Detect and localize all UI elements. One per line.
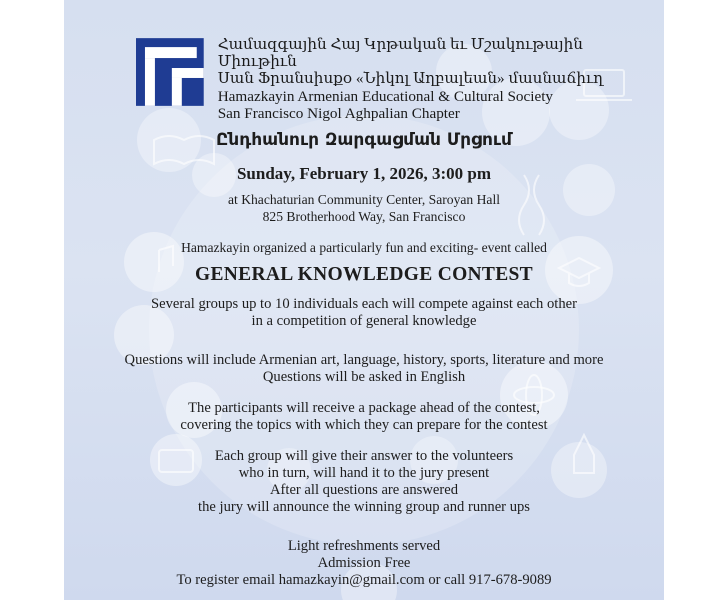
armenian-event-title: Ընդհանուր Զարգացման Մրցում (216, 130, 512, 150)
organization-name (218, 36, 664, 122)
paragraph-line: Questions will be asked in English (262, 369, 466, 385)
org-name-armenian-1: Համազգային Հայ Կրթական եւ Մշակութային Միութիւն (217, 36, 583, 71)
paragraph-line: who in turn, will hand it to the jury present (238, 465, 490, 481)
event-flyer (64, 0, 664, 600)
contest-title: GENERAL KNOWLEDGE CONTEST (195, 264, 533, 285)
org-logo (136, 38, 204, 106)
org-name-english-1: Hamazkayin Armenian Educational & Cultural Society (217, 87, 554, 105)
refreshments-note: Light refreshments served (287, 538, 441, 554)
event-venue (64, 192, 664, 225)
paragraph-competition (64, 296, 664, 330)
paragraph-line: covering the topics with which they can prepare for the contest (180, 417, 548, 433)
flyer-content (64, 126, 664, 589)
event-intro: Hamazkayin organized a particularly fun and exciting- event called (181, 240, 547, 255)
paragraph-jury (64, 448, 664, 516)
paragraph-line: After all questions are answered (269, 482, 459, 498)
paragraph-line: The participants will receive a package ahead of the contest, (188, 400, 540, 416)
paragraph-package (64, 400, 664, 434)
paragraph-line: Several groups up to 10 individuals each will compete against each other (151, 296, 577, 312)
paragraph-line: Each group will give their answer to the volunteers (214, 448, 514, 464)
venue-line: at Khachaturian Community Center, Saroyan Hall (227, 192, 500, 207)
event-date-time: Sunday, February 1, 2026, 3:00 pm (236, 164, 492, 183)
paragraph-line: Questions will include Armenian art, language, history, sports, literature and more (124, 352, 604, 368)
paragraph-questions (64, 352, 664, 386)
registration-contact: To register email hamazkayin@gmail.com or call 917-678-9089 (176, 572, 552, 588)
admission-note: Admission Free (317, 555, 411, 571)
org-name-english-2: San Francisco Nigol Aghpalian Chapter (217, 104, 460, 122)
venue-address: 825 Brotherhood Way, San Francisco (262, 208, 466, 224)
paragraph-line: in a competition of general knowledge (251, 313, 477, 329)
paragraph-line: the jury will announce the winning group and runner ups (198, 499, 530, 515)
org-name-armenian-2: Սան Ֆրանսիսքօ «Նիկոլ Աղբալեան» մասնաճիւղ (217, 70, 604, 88)
header (136, 38, 664, 122)
paragraph-registration (64, 538, 664, 589)
